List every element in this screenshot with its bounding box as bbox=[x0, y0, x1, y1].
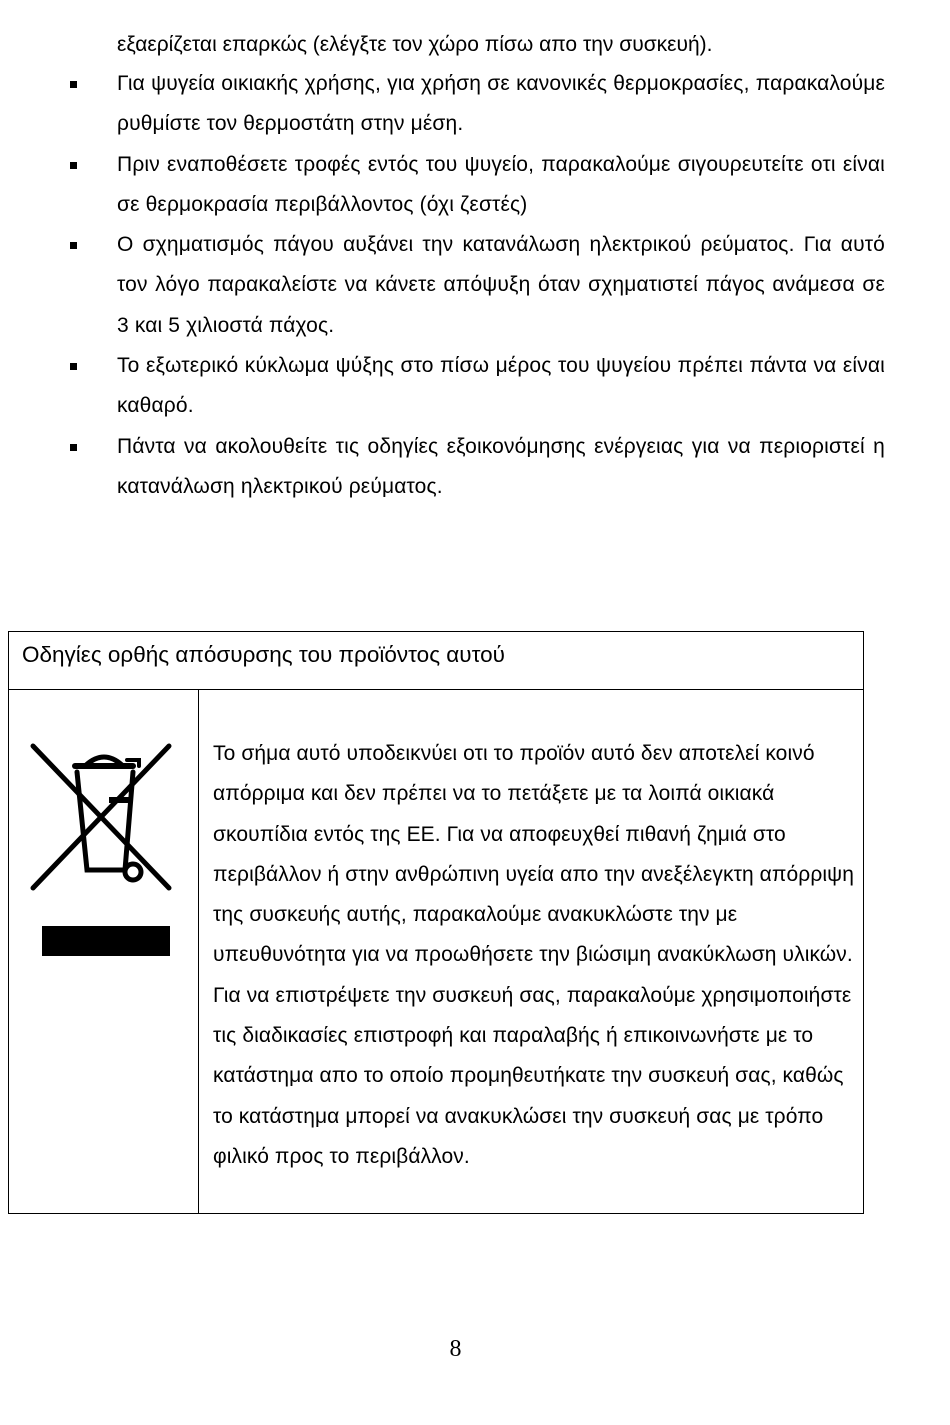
list-item-text: Το εξωτερικό κύκλωμα ψύξης στο πίσω μέρος του ψυγείου πρέπει πάντα να είναι καθαρό. bbox=[117, 354, 885, 418]
continuation-text: εξαερίζεται επαρκώς (ελέγξτε τον χώρο πίσω απο την συσκευή). bbox=[117, 33, 713, 56]
symbol-cell bbox=[9, 690, 198, 1213]
solid-bar-marking bbox=[42, 926, 170, 956]
square-bullet-icon bbox=[70, 242, 77, 249]
instruction-list bbox=[70, 64, 885, 507]
list-item bbox=[70, 427, 885, 508]
list-item-text: Ο σχηματισμός πάγου αυξάνει την κατανάλωση ηλεκτρικού ρεύματος. Για αυτό τον λόγο παρακαλείστε να κάνετε απόψυξη όταν σχηματιστεί πάγος ανάμεσα σε 3 και 5 χιλιοστά πάχος. bbox=[117, 233, 885, 337]
list-item-text: Για ψυγεία οικιακής χρήσης, για χρήση σε κανονικές θερμοκρασίες, παρακαλούμε ρυθμίστε τον θερμοστάτη στην μέση. bbox=[117, 72, 885, 136]
list-item-text: Πριν εναποθέσετε τροφές εντός του ψυγείο, παρακαλούμε σιγουρευτείτε οτι είναι σε θερμοκρασία περιβάλλοντος (όχι ζεστές) bbox=[117, 152, 885, 216]
disposal-instructions-box bbox=[8, 631, 864, 1214]
list-item bbox=[70, 64, 885, 145]
list-item-text: Πάντα να ακολουθείτε τις οδηγίες εξοικονόμησης ενέργειας για να περιοριστεί η κατανάλωση ηλεκτρικού ρεύματος. bbox=[117, 434, 885, 498]
list-item bbox=[70, 346, 885, 427]
square-bullet-icon bbox=[70, 363, 77, 370]
square-bullet-icon bbox=[70, 81, 77, 88]
crossed-out-wheelie-bin-icon bbox=[29, 742, 175, 892]
disposal-box-header bbox=[9, 632, 863, 690]
list-item bbox=[70, 145, 885, 226]
list-item bbox=[70, 225, 885, 346]
square-bullet-icon bbox=[70, 162, 77, 169]
page-number: 8 bbox=[449, 1336, 462, 1362]
square-bullet-icon bbox=[70, 444, 77, 451]
column-divider bbox=[198, 690, 199, 1213]
disposal-text: Το σήμα αυτό υποδεικνύει οτι το προϊόν αυτό δεν αποτελεί κοινό απόρριμα και δεν πρέπει να το πετάξετε με τα λοιπά οικιακά σκουπίδια εντός της ΕΕ. Για να αποφευχθεί πιθανή ζημιά στο περιβάλλον ή στην ανθρώπινη υγεία απο την ανεξέλεγκτη απόρριψη της συσκευής αυτής, παρακαλούμε ανακυκλώστε την με υπευθυνότητα για να προωθήσετε την βιώσιμη ανακύκλωση υλικών. Για να επιστρέψετε την συσκευή σας, παρακαλούμε χρησιμοποιήστε τις διαδικασίες επιστροφή και παραλαβής ή επικοινωνήστε με το κατάστημα απο το οποίο προμηθευτήκατε την συσκευή σας, καθώς το κατάστημα μπορεί να ανακυκλώσει την συσκευή σας με τρόπο φιλικό προς το περιβάλλον. bbox=[213, 742, 854, 1168]
disposal-title: Οδηγίες ορθής απόσυρσης του προϊόντος αυτού bbox=[22, 642, 505, 667]
